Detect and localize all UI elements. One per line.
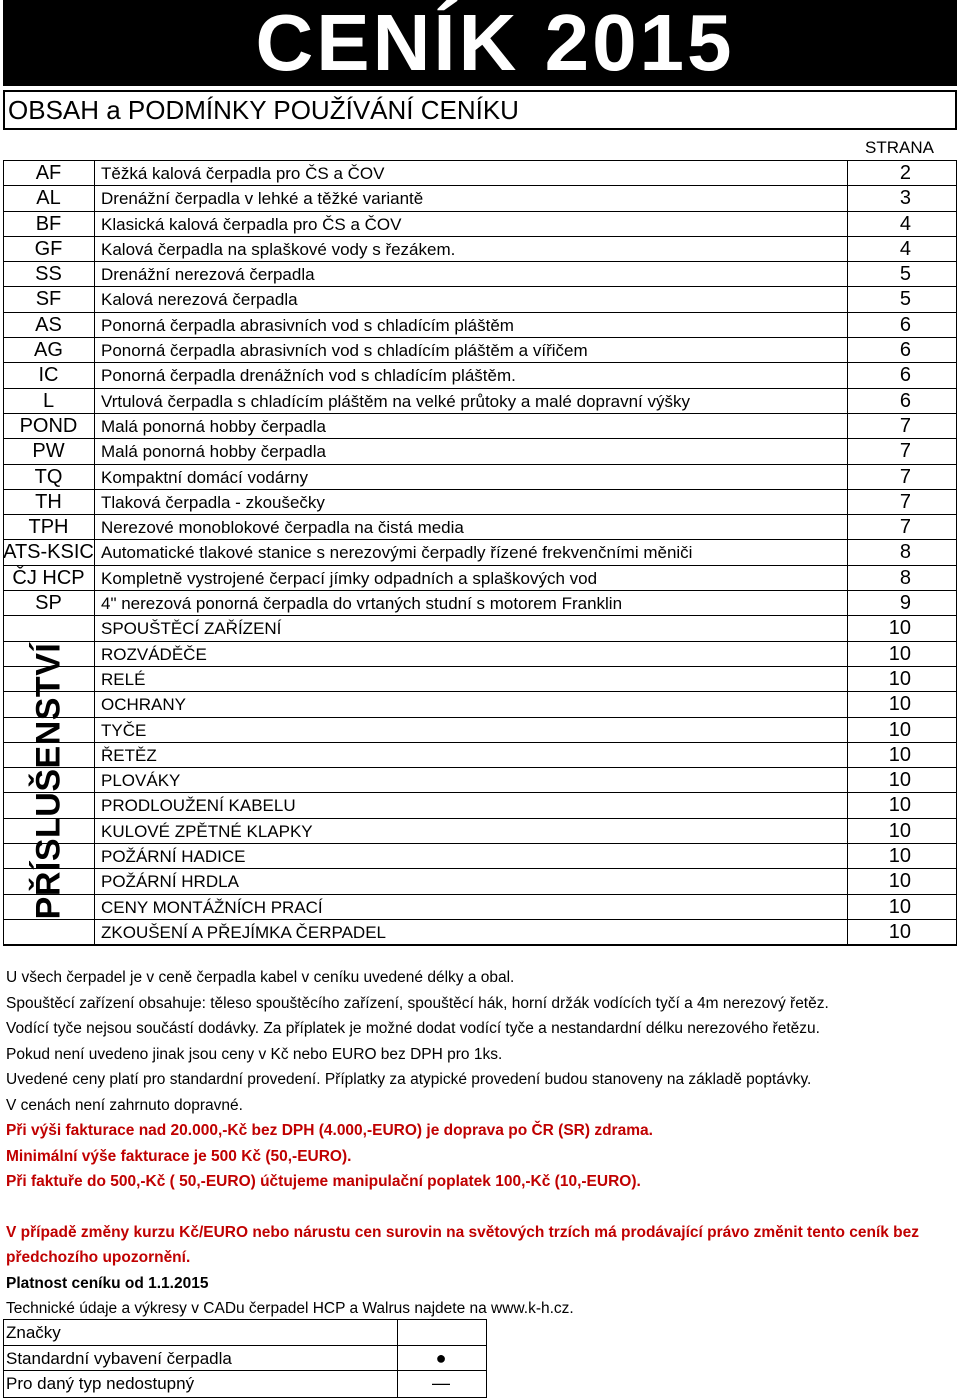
note-technical-data: Technické údaje a výkresy v CADu čerpadel HCP a Walrus najdete na www.k-h.cz.: [6, 1300, 574, 1317]
note-starter: Spouštěcí zařízení obsahuje: těleso spouštěcího zařízení, spouštěcí hák, horní držák vodících tyčí a 4m nerezový řetěz.: [6, 994, 829, 1012]
page-number: 8: [847, 566, 957, 590]
legend-table: [3, 1319, 487, 1398]
page-number: 4: [847, 212, 957, 236]
product-code: POND: [3, 414, 95, 438]
table-row: [3, 212, 957, 237]
accessory-row: [3, 642, 957, 667]
page-number: 2: [847, 161, 957, 185]
page-number: 6: [847, 363, 957, 387]
accessory-description: ZKOUŠENÍ A PŘEJÍMKA ČERPADEL: [101, 922, 386, 942]
contents-table: [3, 160, 957, 945]
accessory-description: SPOUŠTĚCÍ ZAŘÍZENÍ: [101, 619, 282, 639]
product-code: AS: [3, 313, 95, 337]
table-row: [3, 161, 957, 186]
table-row: [3, 490, 957, 515]
page-number: 6: [847, 389, 957, 413]
note-guide-rods: Vodící tyče nejsou součástí dodávky. Za příplatek je možné dodat vodící tyče a nestandardní délku nerezového řetězu.: [6, 1020, 820, 1037]
table-row: [3, 414, 957, 439]
dash-icon: —: [432, 1373, 450, 1393]
product-description: Malá ponorná hobby čerpadla: [101, 442, 326, 462]
note-handling-fee: Při faktuře do 500,-Kč ( 50,-EURO) účtujeme manipulační poplatek 100,-Kč (10,-EURO).: [6, 1173, 641, 1190]
page-number: 10: [847, 895, 957, 919]
page-number: 10: [847, 718, 957, 742]
page-number: 7: [847, 439, 957, 463]
product-code: SS: [3, 262, 95, 286]
page-number: 10: [847, 793, 957, 817]
page-number: 10: [847, 616, 957, 640]
accessory-description: OCHRANY: [101, 695, 187, 715]
product-description: Ponorná čerpadla abrasivních vod s chladícím pláštěm: [101, 315, 514, 335]
accessory-description: PRODLOUŽENÍ KABELU: [101, 796, 296, 816]
accessory-row: [3, 768, 957, 793]
table-row: [3, 363, 957, 388]
page-number: 9: [847, 591, 957, 615]
page-number: 5: [847, 262, 957, 286]
page-number: 4: [847, 237, 957, 261]
page-number: 10: [847, 743, 957, 767]
table-row: [3, 566, 957, 591]
accessories-label-text: PŘÍSLUŠENSTVÍ: [29, 642, 68, 920]
legend-title: Značky: [6, 1320, 398, 1345]
note-free-shipping: Při výši fakturace nad 20.000,-Kč bez DPH (4.000,-EURO) je doprava po ČR (SR) zdrama.: [6, 1122, 653, 1139]
accessory-row: [3, 869, 957, 894]
product-description: Vrtulová čerpadla s chladícím pláštěm na velké průtoky a malé dopravní výšky: [101, 391, 690, 411]
product-description: Ponorná čerpadla drenážních vod s chladícím pláštěm.: [101, 366, 516, 386]
accessory-row: [3, 743, 957, 768]
product-code: PW: [3, 439, 95, 463]
table-row: [3, 237, 957, 262]
product-description: Kompaktní domácí vodárny: [101, 467, 308, 487]
accessories-group-label: [3, 616, 95, 946]
product-description: Drenážní nerezová čerpadla: [101, 265, 315, 285]
accessory-description: CENY MONTÁŽNÍCH PRACÍ: [101, 897, 323, 917]
table-row: [3, 338, 957, 363]
product-description: Kalová čerpadla na splaškové vody s řezákem.: [101, 239, 456, 259]
product-code: SF: [3, 287, 95, 311]
notes-section: [6, 965, 951, 1322]
product-description: Klasická kalová čerpadla pro ČS a ČOV: [101, 214, 402, 234]
note-min-invoice: Minimální výše fakturace je 500 Kč (50,-EURO).: [6, 1147, 352, 1165]
page-number: 5: [847, 287, 957, 311]
accessory-row: [3, 920, 957, 945]
note-price-change: V případě změny kurzu Kč/EURO nebo nárustu cen surovin na světových trzích má prodávající právo změnit tento ceník bez předchozího upozornění.: [6, 1223, 920, 1266]
note-transport: V cenách není zahrnuto dopravné.: [6, 1096, 243, 1114]
product-code: ATS-KSIC: [3, 541, 94, 564]
product-code: TPH: [3, 515, 95, 539]
legend-label: Pro daný typ nedostupný: [6, 1371, 398, 1397]
accessory-row: [3, 667, 957, 692]
page-subtitle: OBSAH a PODMÍNKY POUŽÍVÁNÍ CENÍKU: [3, 90, 957, 130]
product-code: L: [3, 389, 95, 413]
product-description: Drenážní čerpadla v lehké a těžké variantě: [101, 189, 424, 209]
accessory-description: PLOVÁKY: [101, 771, 181, 791]
product-code: BF: [3, 212, 95, 236]
product-code: GF: [3, 237, 95, 261]
accessory-row: [3, 793, 957, 818]
legend-label: Standardní vybavení čerpadla: [6, 1346, 398, 1371]
page-number: 10: [847, 844, 957, 868]
product-description: Tlaková čerpadla - zkoušečky: [101, 492, 325, 512]
accessory-row: [3, 692, 957, 717]
page-number: 10: [847, 819, 957, 843]
dot-icon: ●: [435, 1347, 447, 1368]
legend-header-row: [4, 1320, 486, 1346]
table-row: [3, 262, 957, 287]
accessory-description: POŽÁRNÍ HRDLA: [101, 872, 239, 892]
accessory-row: [3, 819, 957, 844]
product-code: AF: [3, 161, 95, 185]
product-code: IC: [3, 363, 95, 387]
page-number: 10: [847, 920, 957, 944]
table-row: [3, 439, 957, 464]
page-number: 10: [847, 667, 957, 691]
accessory-description: TYČE: [101, 720, 147, 740]
page-number: 7: [847, 465, 957, 489]
table-row: [3, 313, 957, 338]
product-code: TQ: [3, 465, 95, 489]
page-number: 6: [847, 313, 957, 337]
accessory-description: KULOVÉ ZPĚTNÉ KLAPKY: [101, 821, 313, 841]
note-standard-version: Uvedené ceny platí pro standardní provedení. Příplatky za atypické provedení budou stanoveny na základě poptávky.: [6, 1071, 812, 1088]
product-code: AG: [3, 338, 95, 362]
table-row: [3, 540, 957, 565]
accessory-row: [3, 895, 957, 920]
page-number: 6: [847, 338, 957, 362]
page-title: CENÍK 2015: [3, 0, 957, 86]
note-validity: Platnost ceníku od 1.1.2015: [6, 1274, 209, 1292]
table-row: [3, 389, 957, 414]
table-row: [3, 465, 957, 490]
table-row: [3, 591, 957, 616]
page-number: 10: [847, 692, 957, 716]
product-code: TH: [3, 490, 95, 514]
product-description: Nerezové monoblokové čerpadla na čistá media: [101, 518, 464, 538]
product-description: Malá ponorná hobby čerpadla: [101, 416, 326, 436]
product-code: SP: [3, 591, 95, 615]
product-code: AL: [3, 186, 95, 210]
table-row: [3, 287, 957, 312]
table-row: [3, 515, 957, 540]
page-column-header: STRANA: [865, 138, 934, 157]
product-description: 4" nerezová ponorná čerpadla do vrtaných studní s motorem Franklin: [101, 594, 623, 614]
accessory-row: [3, 616, 957, 641]
accessory-description: ŘETĚZ: [101, 745, 157, 765]
table-row: [3, 186, 957, 211]
accessory-row: [3, 718, 957, 743]
accessory-row: [3, 844, 957, 869]
page-number: 10: [847, 642, 957, 666]
page-number: 10: [847, 869, 957, 893]
page-number: 10: [847, 768, 957, 792]
page-number: 7: [847, 490, 957, 514]
note-cable: U všech čerpadel je v ceně čerpadla kabel v ceníku uvedené délky a obal.: [6, 969, 515, 986]
note-currency: Pokud není uvedeno jinak jsou ceny v Kč nebo EURO bez DPH pro 1ks.: [6, 1045, 503, 1063]
page-number: 7: [847, 515, 957, 539]
accessory-description: RELÉ: [101, 669, 146, 689]
product-description: Těžká kalová čerpadla pro ČS a ČOV: [101, 164, 385, 183]
accessory-description: ROZVÁDĚČE: [101, 644, 207, 664]
page-number: 7: [847, 414, 957, 438]
product-description: Kalová nerezová čerpadla: [101, 290, 298, 310]
product-description: Ponorná čerpadla abrasivních vod s chladícím pláštěm a vířičem: [101, 341, 588, 361]
product-description: Automatické tlakové stanice s nerezovými čerpadly řízené frekvenčními měniči: [101, 543, 693, 563]
legend-row: [4, 1346, 486, 1372]
product-description: Kompletně vystrojené čerpací jímky odpadních a splaškových vod: [101, 568, 598, 588]
legend-row: [4, 1371, 486, 1397]
page-number: 8: [847, 540, 957, 564]
page-number: 3: [847, 186, 957, 210]
accessory-description: POŽÁRNÍ HADICE: [101, 847, 246, 867]
product-code: ČJ HCP: [3, 566, 95, 590]
